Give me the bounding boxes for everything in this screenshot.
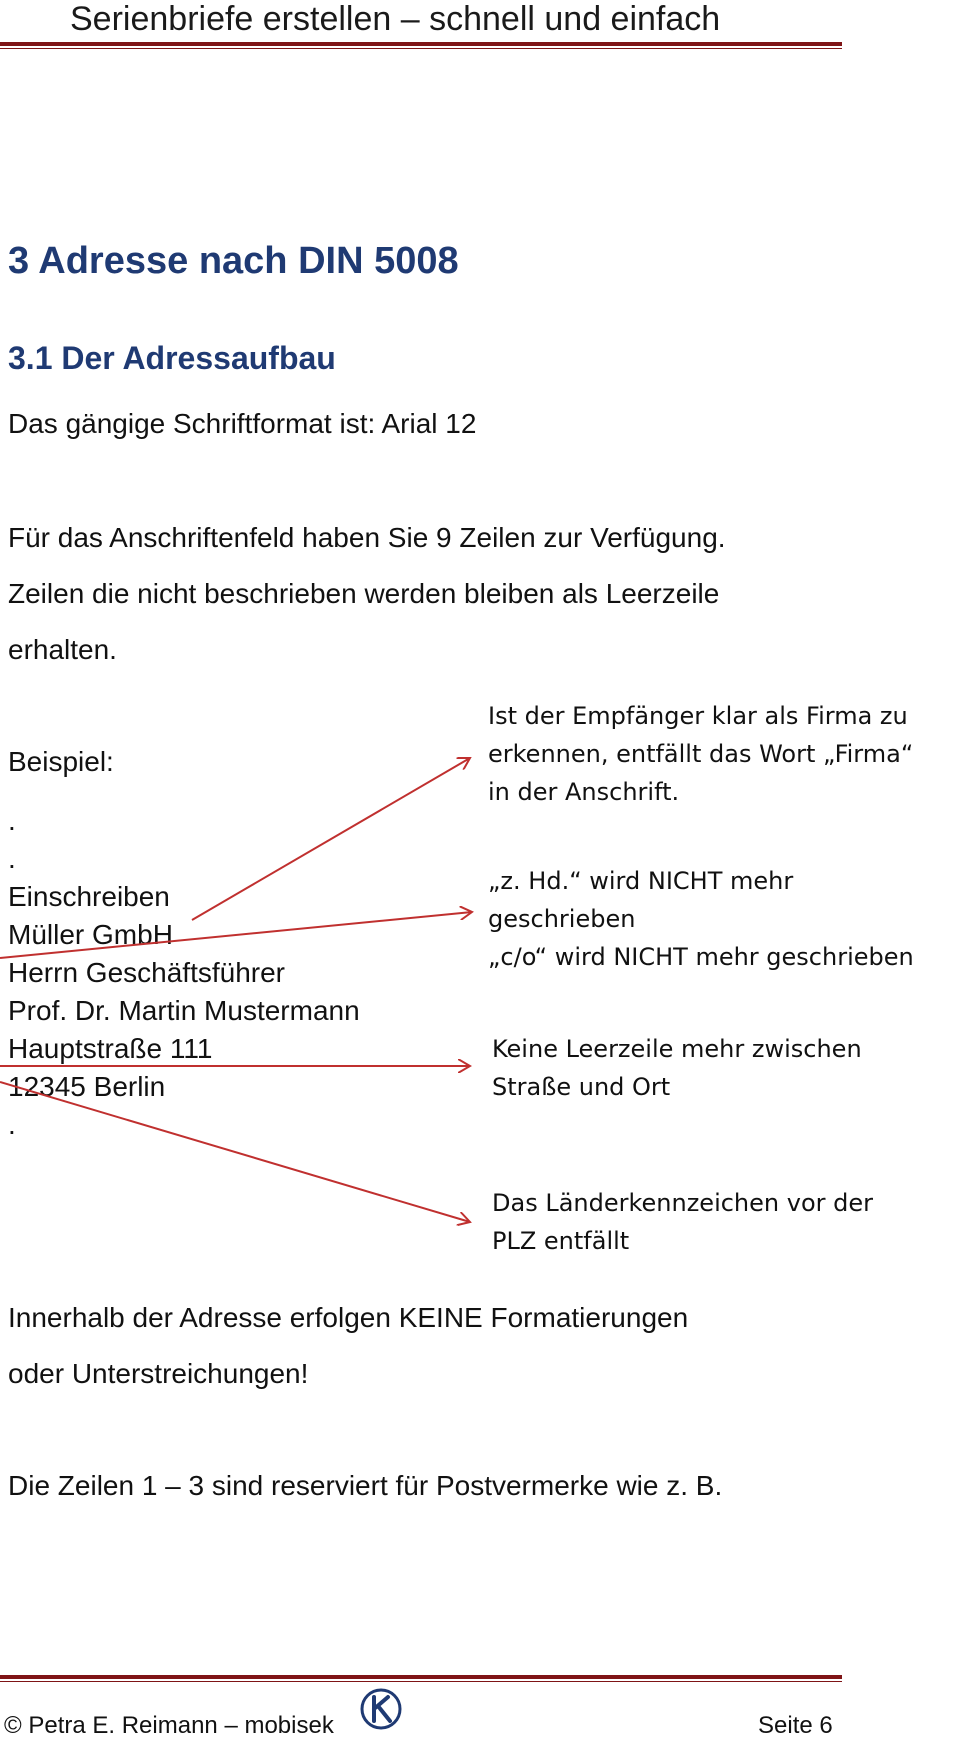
address-line: 12345 Berlin	[8, 1071, 166, 1102]
arrow-to-note-firma	[192, 758, 470, 920]
note-line: erkennen, entfällt das Wort „Firma“	[488, 740, 914, 768]
example-label: Beispiel:	[8, 746, 114, 777]
address-line: Hauptstraße 111	[8, 1033, 213, 1064]
note-line: in der Anschrift.	[488, 778, 680, 806]
subsection-heading: 3.1 Der Adressaufbau	[8, 340, 336, 376]
reserved-lines-text: Die Zeilen 1 – 3 sind reserviert für Postvermerke wie z. B.	[8, 1470, 723, 1501]
address-line: .	[8, 805, 16, 836]
note-line: PLZ entfällt	[492, 1227, 630, 1255]
address-line: Herrn Geschäftsführer	[8, 957, 285, 988]
footer-page-number: Seite 6	[758, 1712, 833, 1739]
mobisek-logo	[360, 1688, 402, 1730]
arrow-to-note-laender	[0, 1082, 470, 1222]
footer-copyright: © Petra E. Reimann – mobisek	[4, 1712, 334, 1739]
formatting-text-1: Innerhalb der Adresse erfolgen KEINE Formatierungen	[8, 1302, 689, 1333]
section-heading: 3 Adresse nach DIN 5008	[8, 240, 459, 282]
address-line: .	[8, 843, 16, 874]
formatting-text-2: oder Unterstreichungen!	[8, 1358, 309, 1389]
footer-rule	[0, 1675, 842, 1679]
note-line: „z. Hd.“ wird NICHT mehr	[488, 867, 794, 895]
note-line: Ist der Empfänger klar als Firma zu	[488, 702, 908, 730]
lines-text-1: Für das Anschriftenfeld haben Sie 9 Zeilen zur Verfügung.	[8, 522, 726, 553]
note-line: „c/o“ wird NICHT mehr geschrieben	[488, 943, 914, 971]
note-line: Straße und Ort	[492, 1073, 671, 1101]
font-format-text: Das gängige Schriftformat ist: Arial 12	[8, 408, 477, 439]
address-line: .	[8, 1109, 16, 1140]
note-line: Das Länderkennzeichen vor der	[492, 1189, 873, 1217]
note-line: Keine Leerzeile mehr zwischen	[492, 1035, 862, 1063]
arrow-to-note-zhd	[0, 912, 472, 958]
address-line: Prof. Dr. Martin Mustermann	[8, 995, 360, 1026]
lines-text-3: erhalten.	[8, 634, 117, 665]
footer-rule-thin	[0, 1681, 842, 1682]
address-line: Müller GmbH	[8, 919, 173, 950]
lines-text-2: Zeilen die nicht beschrieben werden bleiben als Leerzeile	[8, 578, 720, 609]
address-line: Einschreiben	[8, 881, 170, 912]
note-line: geschrieben	[488, 905, 636, 933]
page-header-title: Serienbriefe erstellen – schnell und einfach	[70, 0, 721, 38]
